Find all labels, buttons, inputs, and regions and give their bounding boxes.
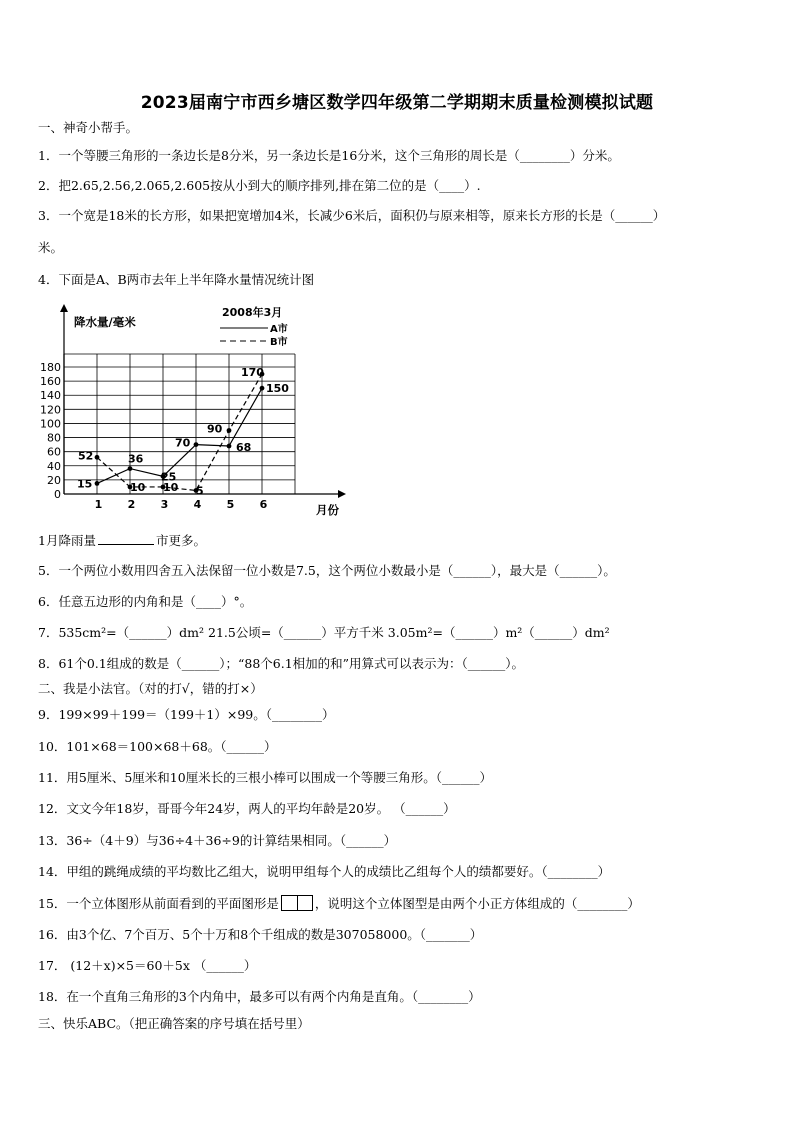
question-16: 16．由3个亿、7个百万、5个十万和8个千组成的数是307058000。（_______） [38,927,483,942]
question-2: 2．把2.65,2.56,2.065,2.605按从小到大的顺序排列,排在第二位的是（____）. [38,178,481,193]
question-3: 3．一个宽是18米的长方形，如果把宽增加4米，长减少6米后，面积仍与原来相等，原来长方形的长是（______） [38,208,666,223]
x-tick-label: 1 [94,498,103,511]
question-8: 8．61个0.1组成的数是（______）；“88个6.1相加的和”用算式可以表示为：（______）。 [38,656,525,671]
question-1: 1．一个等腰三角形的一条边长是8分米，另一条边长是16分米，这个三角形的周长是（________）分米。 [38,148,620,163]
data-point [128,466,133,471]
page-title: 2023届南宁市西乡塘区数学四年级第二学期期末质量检测模拟试题 [140,93,654,113]
q4b-post: 市更多。 [155,533,206,548]
data-point [194,442,199,447]
question-14: 14．甲组的跳绳成绩的平均数比乙组大，说明甲组每个人的成绩比乙组每个人的绩都要好。（________） [38,864,611,879]
data-label: 70 [175,436,191,450]
data-label: 15 [77,477,93,491]
y-tick-label: 40 [47,459,61,473]
question-15 [38,895,758,912]
y-tick-label: 180 [40,361,61,374]
y-tick-label: 0 [54,488,61,501]
y-axis-arrow-icon [60,304,68,312]
question-4: 4．下面是A、B两市去年上半年降水量情况统计图 [38,272,315,287]
data-point [227,444,232,449]
question-13: 13．36÷（4＋9）与36÷4＋36÷9的计算结果相同。（______） [38,833,397,848]
chart-title: 2008年3月 [222,306,283,319]
section-3-heading: 三、快乐ABC。（把正确答案的序号填在括号里） [38,1016,310,1031]
x-tick-label: 4 [193,498,202,511]
x-axis-label: 月份 [316,503,339,517]
x-tick-label: 6 [259,498,268,511]
data-label: 52 [78,449,94,463]
question-6: 6．任意五边形的内角和是（____）°。 [38,594,253,609]
x-tick-label: 3 [160,498,169,511]
question-9: 9．199×99＋199＝（199＋1）×99。（________） [38,707,335,722]
q15-pre: 15．一个立体图形从前面看到的平面图形是 [38,896,279,911]
question-7: 7．535cm²=（______）dm² 21.5公顷=（______）平方千米 3.05m²=（______）m²（______）dm² [38,625,610,640]
y-tick-label: 160 [40,375,61,389]
y-tick-label: 100 [40,417,61,431]
data-label: 36 [128,452,144,466]
data-label: 25 [161,470,177,484]
data-label: 90 [207,422,223,436]
y-tick-label: 20 [47,473,61,487]
data-point [95,455,100,460]
question-12: 12．文文今年18岁，哥哥今年24岁，两人的平均年龄是20岁。 （______） [38,801,456,816]
y-tick-label: 120 [40,403,61,417]
data-label: 150 [266,382,289,396]
data-label: 10 [130,480,146,494]
data-point [227,428,232,433]
y-tick-label: 60 [47,445,61,459]
x-tick-label: 2 [127,498,136,511]
data-label: 10 [163,480,179,494]
question-10: 10．101×68＝100×68＋68。（______） [38,739,277,754]
rainfall-line-chart [36,300,356,520]
question-17: 17． (12＋x)×5＝60＋5x （______） [38,958,257,973]
data-label: 5 [196,484,204,498]
two-square-view-icon [281,895,313,911]
x-axis-arrow-icon [338,490,346,498]
question-5: 5．一个两位小数用四舍五入法保留一位小数是7.5，这个两位小数最小是（______），最大是（______）。 [38,563,616,578]
data-point [95,481,100,486]
question-3-cont: 米。 [38,240,64,255]
legend-label: B市 [270,337,288,348]
question-11: 11．用5厘米、5厘米和10厘米长的三根小棒可以围成一个等腰三角形。（______） [38,770,492,785]
answer-blank[interactable] [98,532,154,545]
q4b-pre: 1月降雨量 [38,533,96,548]
y-tick-label: 80 [47,431,61,445]
q15-post: ，说明这个立体图型是由两个小正方体组成的（________） [314,896,640,911]
legend-label: A市 [270,324,288,335]
data-label: 170 [241,366,264,380]
data-point [260,386,265,391]
question-4-blank [38,532,758,549]
x-tick-label: 5 [226,498,235,511]
y-tick-label: 140 [40,389,61,403]
y-axis-label: 降水量/毫米 [74,315,136,329]
section-2-heading: 二、我是小法官。（对的打√，错的打×） [38,681,263,696]
question-18: 18．在一个直角三角形的3个内角中，最多可以有两个内角是直角。（________） [38,989,481,1004]
section-1-heading: 一、神奇小帮手。 [38,120,139,135]
data-label: 68 [236,441,252,455]
